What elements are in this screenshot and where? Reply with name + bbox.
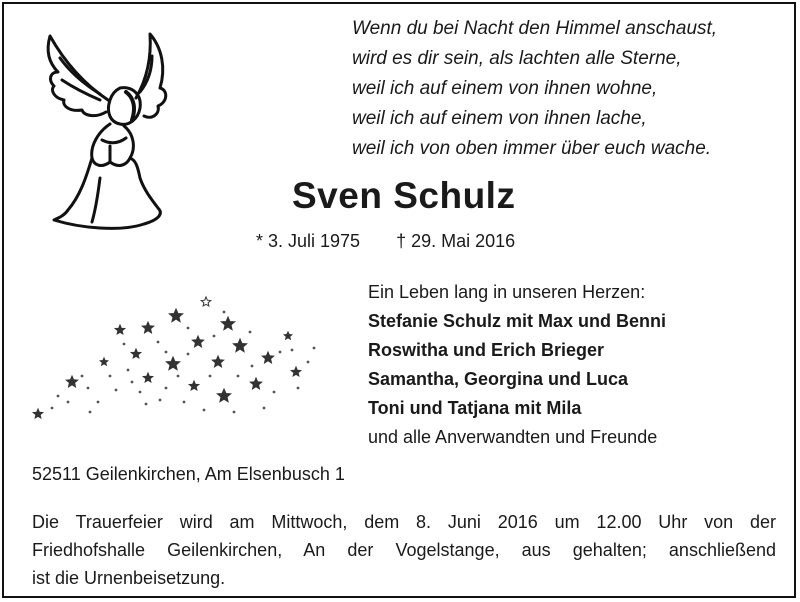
poem-line: Wenn du bei Nacht den Himmel anschaust, (352, 18, 718, 39)
sparkle-dot (81, 375, 84, 378)
star-icon (262, 352, 273, 363)
poem-line: weil ich auf einem von ihnen lache, (352, 108, 647, 129)
star-icon (189, 381, 199, 390)
poem-line: weil ich von oben immer über euch wache. (352, 138, 712, 159)
sparkle-dot (165, 387, 168, 390)
sparkle-dot (115, 389, 118, 392)
poem-line: weil ich auf einem von ihnen wohne, (352, 78, 658, 99)
sparkle-dot (273, 391, 276, 394)
funeral-line: ist die Urnenbeisetzung. (32, 568, 226, 588)
sparkle-dot (67, 401, 70, 404)
sparkle-dot (237, 375, 240, 378)
mourner-name: Samantha, Georgina und Luca (368, 369, 629, 389)
star-icon (192, 336, 203, 347)
star-icon (143, 373, 153, 382)
sparkle-dot (183, 401, 186, 404)
sparkle-dot (263, 407, 266, 410)
sparkle-dot (249, 331, 252, 334)
star-icon (250, 378, 261, 389)
star-icon (115, 325, 125, 334)
deceased-name: Sven Schulz (292, 175, 516, 216)
sparkle-dot (187, 353, 190, 356)
sparkle-dot (157, 341, 160, 344)
star-icon (284, 332, 292, 339)
sparkle-dot (233, 411, 236, 414)
star-icon (291, 367, 301, 376)
mourners-list (368, 278, 666, 452)
poem-line: wird es dir sein, als lachten alle Sterne, (352, 48, 682, 69)
sparkle-dot (123, 343, 126, 346)
star-icon (66, 376, 77, 387)
sparkle-dot (139, 391, 142, 394)
sparkle-dot (203, 409, 206, 412)
sparkle-dot (131, 381, 134, 384)
death-date: † 29. Mai 2016 (396, 231, 516, 251)
sparkle-dot (209, 375, 212, 378)
star-icon (217, 389, 230, 402)
sparkle-dot (51, 407, 54, 410)
sparkle-dot (251, 365, 254, 368)
sparkle-dot (297, 387, 300, 390)
sparkle-dot (165, 351, 168, 354)
sparkle-dot (291, 349, 294, 352)
star-icon (221, 317, 234, 330)
star-icon (212, 356, 223, 367)
star-icon (233, 339, 246, 352)
angel-icon (40, 28, 180, 236)
sparkle-dot (213, 335, 216, 338)
sparkle-dot (279, 351, 282, 354)
mourner-name: Toni und Tatjana mit Mila (368, 398, 582, 418)
star-icon (142, 322, 153, 333)
poem (352, 14, 772, 164)
mourners-closing: und alle Anverwandten und Freunde (368, 427, 658, 447)
star-icon (169, 309, 182, 322)
funeral-line: Die Trauerfeier wird am Mittwoch, dem 8. Juni 2016 um 12.00 Uhr von der (32, 512, 776, 532)
mourner-name: Roswitha und Erich Brieger (368, 340, 605, 360)
sparkle-dot (57, 395, 60, 398)
sparkle-dot (97, 401, 100, 404)
mourner-name: Stefanie Schulz mit Max und Benni (368, 311, 667, 331)
funeral-line: Friedhofshalle Geilenkirchen, An der Vogelstange, aus gehalten; anschließend (32, 540, 776, 560)
sparkle-dot (177, 375, 180, 378)
birth-date: * 3. Juli 1975 (256, 231, 361, 251)
sparkle-dot (223, 311, 226, 314)
mourners-intro: Ein Leben lang in unseren Herzen: (368, 282, 646, 302)
shooting-stars-icon (28, 292, 328, 432)
sparkle-dot (307, 361, 310, 364)
star-icon (33, 409, 43, 418)
sparkle-dot (127, 369, 130, 372)
life-dates (256, 231, 515, 252)
sparkle-dot (145, 403, 148, 406)
address: 52511 Geilenkirchen, Am Elsenbusch 1 (32, 464, 345, 484)
funeral-info (32, 508, 776, 592)
sparkle-dot (159, 399, 162, 402)
sparkle-dot (187, 327, 190, 330)
sparkle-dot (89, 411, 92, 414)
sparkle-dot (313, 347, 316, 350)
sparkle-dot (87, 387, 90, 390)
star-icon (131, 349, 141, 358)
star-icon (201, 297, 211, 306)
star-icon (100, 358, 108, 365)
sparkle-dot (109, 375, 112, 378)
star-icon (166, 357, 179, 370)
